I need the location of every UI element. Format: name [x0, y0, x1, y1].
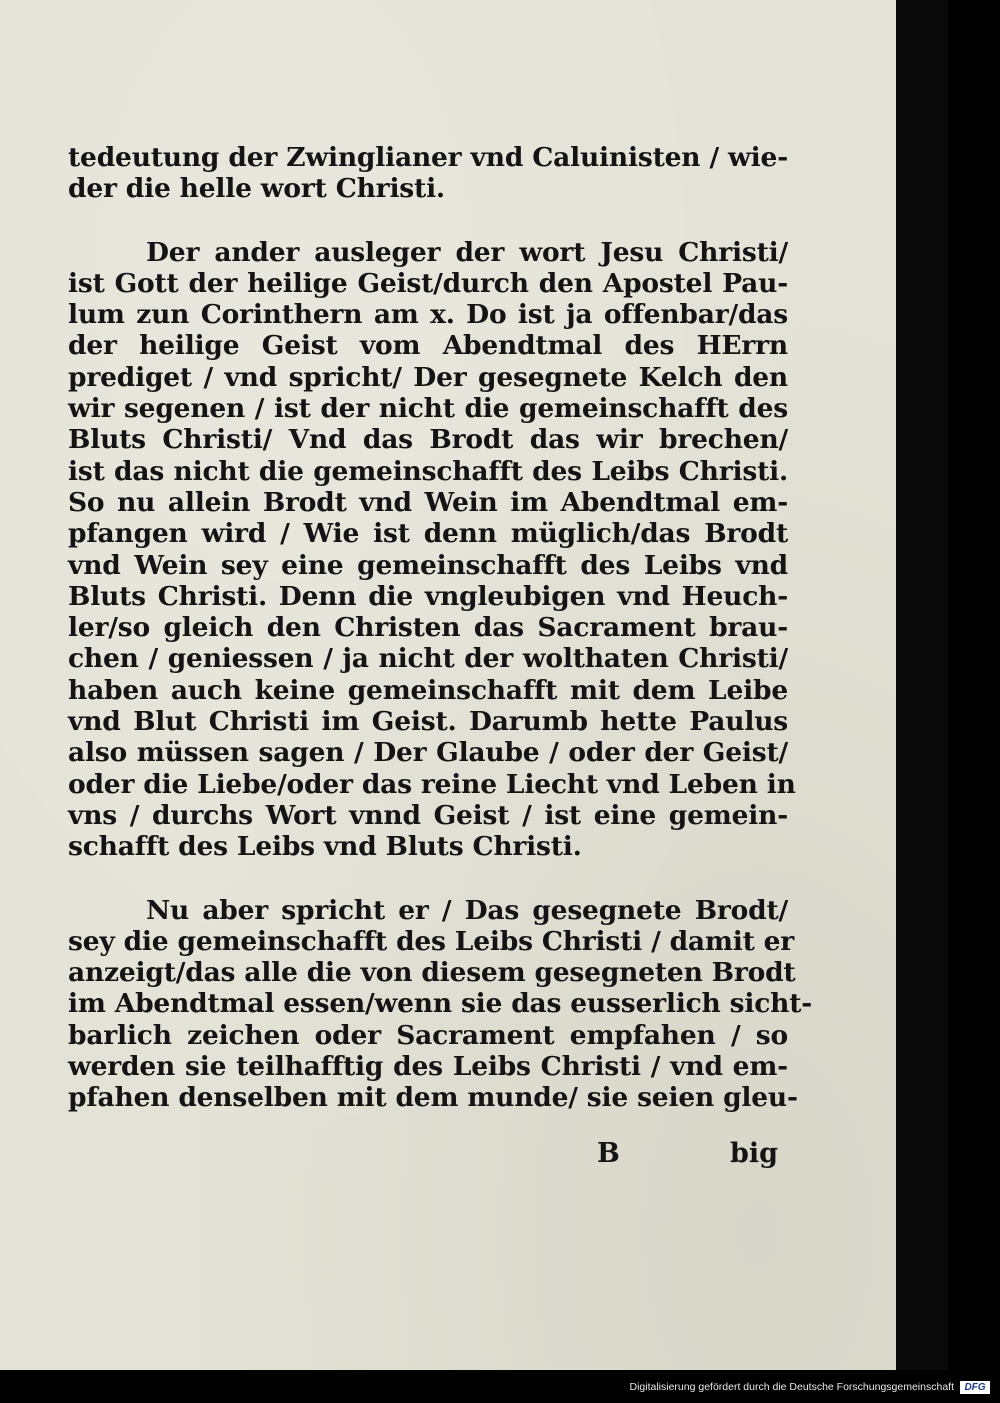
text-line: sey die gemeinschafft des Leibs Christi / damit er: [68, 925, 795, 957]
text-line: schafft des Leibs vnd Bluts Christi.: [68, 831, 582, 863]
text-line: lum zun Corinthern am x. Do ist ja offenbar/das: [68, 299, 788, 331]
text-line: vnd Wein sey eine gemeinschafft des Leibs vnd: [68, 549, 788, 581]
text-line: haben auch keine gemeinschafft mit dem Leibe: [68, 674, 788, 706]
text-line: wir segenen / ist der nicht die gemeinschafft des: [68, 393, 788, 425]
dfg-logo-icon: DFG: [960, 1381, 990, 1394]
text-line: vns / durchs Wort vnnd Geist / ist eine gemein-: [68, 799, 788, 831]
text-line: Bluts Christi. Denn die vngleubigen vnd Heuch-: [68, 580, 788, 612]
catchword: big: [730, 1138, 779, 1169]
funding-credit: Digitalisierung gefördert durch die Deutsche Forschungsgemeinschaft: [629, 1381, 954, 1393]
text-line: chen / geniessen / ja nicht der wolthaten Christi/: [68, 643, 788, 675]
text-line: im Abendtmal essen/wenn sie das eusserlich sicht-: [68, 988, 813, 1020]
text-line: oder die Liebe/oder das reine Liecht vnd Leben in: [68, 768, 796, 800]
text-line: ler/so gleich den Christen das Sacrament brau-: [68, 612, 788, 644]
text-line: vnd Blut Christi im Geist. Darumb hette Paulus: [68, 706, 788, 738]
page-text: [68, 142, 813, 1114]
signature-mark: B: [597, 1138, 620, 1169]
text-line: ist das nicht die gemeinschafft des Leibs Christi.: [68, 455, 788, 487]
paragraph-1: [68, 142, 788, 205]
paragraph-2: [68, 236, 796, 863]
text-line: Bluts Christi/ Vnd das Brodt das wir brechen/: [68, 424, 788, 456]
text-line: ist Gott der heilige Geist/durch den Apostel Pau-: [68, 267, 788, 299]
text-line: prediget / vnd spricht/ Der gesegnete Kelch den: [68, 361, 788, 393]
text-line: So nu allein Brodt vnd Wein im Abendtmal em-: [68, 486, 788, 518]
page-edge-shadow: [896, 0, 948, 1370]
text-line: werden sie teilhafftig des Leibs Christi / vnd em-: [68, 1051, 788, 1083]
text-line: barlich zeichen oder Sacrament empfahen / so: [68, 1019, 788, 1051]
text-line: pfahen denselben mit dem munde/ sie seien gleu-: [68, 1082, 798, 1114]
text-line: der heilige Geist vom Abendtmal des HErrn: [68, 330, 788, 362]
footer-bar: [0, 1370, 1000, 1403]
text-line: Nu aber spricht er / Das gesegnete Brodt/: [146, 894, 788, 926]
text-line: tedeutung der Zwinglianer vnd Caluinisten / wie-: [68, 142, 788, 173]
text-line: anzeigt/das alle die von diesem gesegneten Brodt: [68, 957, 796, 989]
text-line: pfangen wird / Wie ist denn müglich/das Brodt: [68, 518, 788, 550]
paragraph-3: [68, 894, 813, 1114]
text-line: der die helle wort Christi.: [68, 173, 445, 205]
text-line: also müssen sagen / Der Glaube / oder der Geist/: [68, 737, 788, 769]
text-line: Der ander ausleger der wort Jesu Christi/: [146, 236, 788, 268]
